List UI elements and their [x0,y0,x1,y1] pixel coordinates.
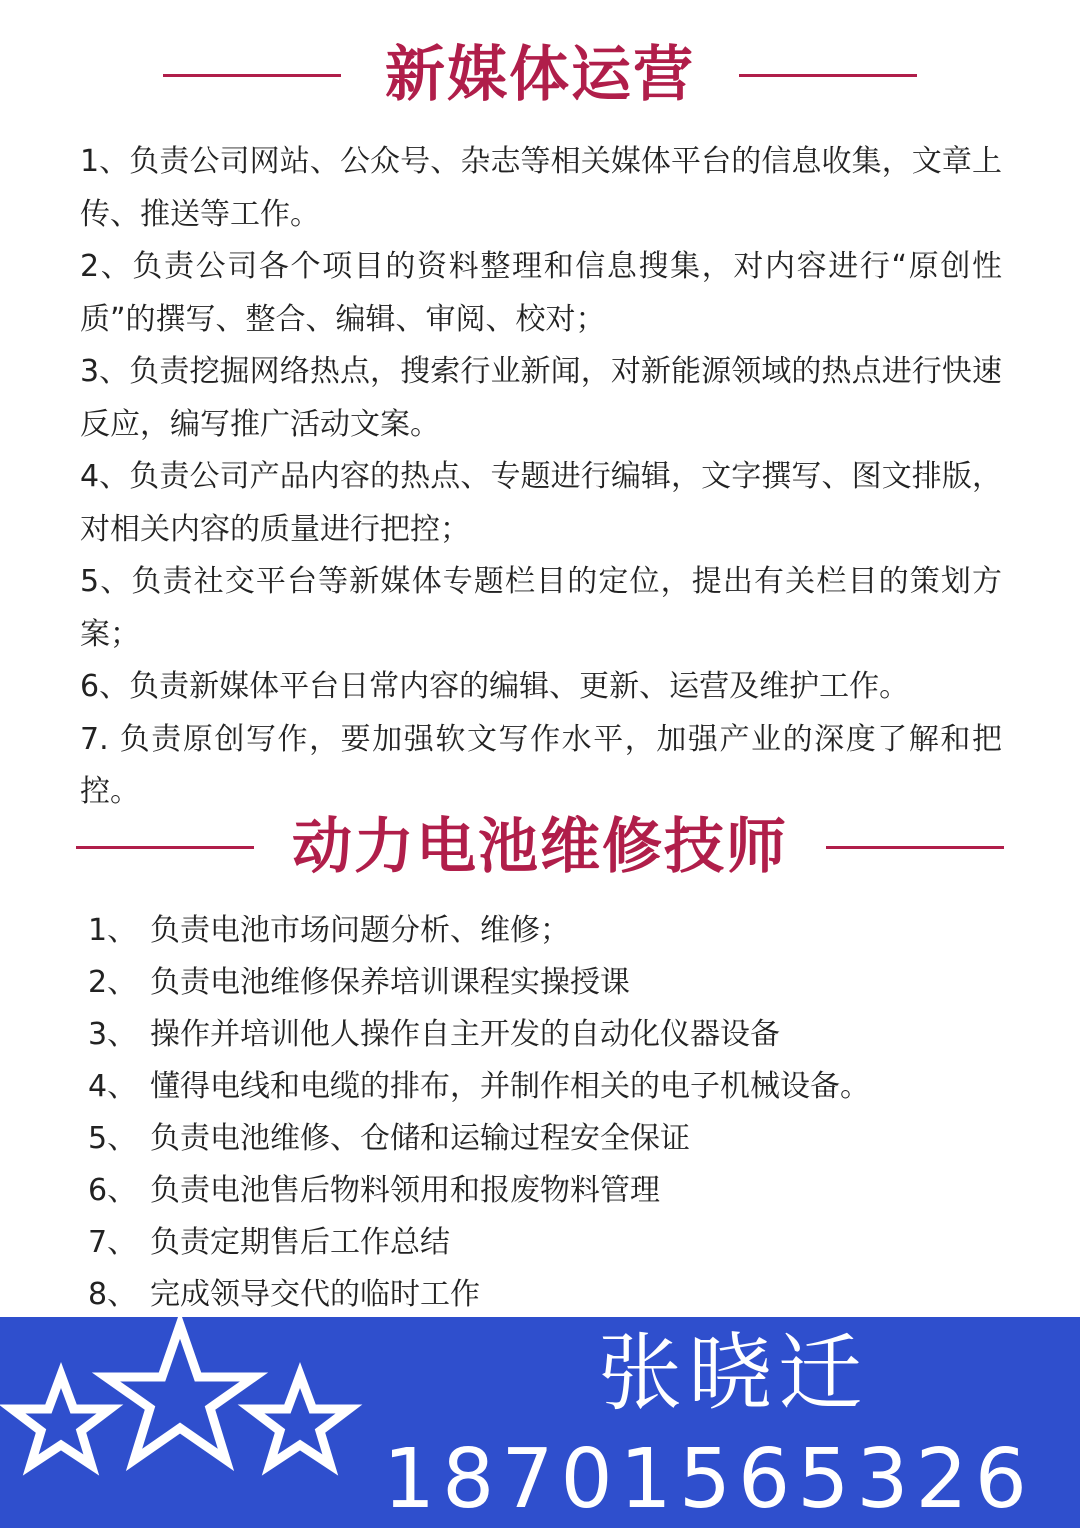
item-text: 负责电池维修、仓储和运输过程安全保证 [150,1121,690,1156]
section-title-battery-technician: 动力电池维修技师 [292,812,788,882]
list-item [88,1009,870,1061]
item-text: 负责电池市场问题分析、维修； [150,913,570,948]
heading-rule-right [826,846,1004,849]
contact-footer [0,1317,1080,1528]
list-item: 1、负责公司网站、公众号、杂志等相关媒体平台的信息收集，文章上传、推送等工作。 [80,144,1002,232]
list-item: 4、负责公司产品内容的热点、专题进行编辑，文字撰写、图文排版，对相关内容的质量进行把控； [80,459,1002,547]
battery-technician-duties [88,905,870,1321]
item-number: 5、 [88,1121,138,1156]
item-number: 7、 [88,1225,138,1260]
heading-rule-left [163,74,341,77]
list-item: 6、负责新媒体平台日常内容的编辑、更新、运营及维护工作。 [80,669,910,704]
contact-name: 张晓迁 [598,1324,869,1422]
list-item [88,905,870,957]
section-title-new-media: 新媒体运营 [385,40,695,110]
list-item: 2、负责公司各个项目的资料整理和信息搜集，对内容进行“原创性质”的撰写、整合、编辑、审阅、校对； [80,249,1002,337]
item-text: 负责定期售后工作总结 [150,1225,450,1260]
list-item [88,1269,870,1321]
heading-rule-right [739,74,917,77]
item-number: 4、 [88,1069,138,1104]
item-text: 负责电池维修保养培训课程实操授课 [150,965,630,1000]
item-number: 8、 [88,1277,138,1312]
new-media-duties [80,136,1002,819]
item-number: 6、 [88,1173,138,1208]
heading-rule-left [76,846,254,849]
list-item [88,1165,870,1217]
list-item: 5、负责社交平台等新媒体专题栏目的定位，提出有关栏目的策划方案； [80,564,1002,652]
item-text: 懂得电线和电缆的排布，并制作相关的电子机械设备。 [150,1069,870,1104]
item-text: 完成领导交代的临时工作 [150,1277,480,1312]
star-outline-icon [12,1375,110,1465]
stars-decoration [0,1317,380,1528]
item-text: 操作并培训他人操作自主开发的自动化仪器设备 [150,1017,780,1052]
item-number: 3、 [88,1017,138,1052]
list-item [88,1113,870,1165]
list-item: 7. 负责原创写作，要加强软文写作水平，加强产业的深度了解和把控。 [80,721,1002,809]
item-text: 负责电池售后物料领用和报废物料管理 [150,1173,660,1208]
item-number: 2、 [88,965,138,1000]
section-heading-new-media [0,40,1080,110]
section-heading-battery-technician [0,812,1080,882]
list-item [88,957,870,1009]
list-item: 3、负责挖掘网络热点，搜索行业新闻，对新能源领域的热点进行快速反应，编写推广活动文案。 [80,354,1002,442]
star-outline-icon [251,1375,349,1465]
star-outline-icon [106,1325,254,1460]
list-item [88,1217,870,1269]
item-number: 1、 [88,913,138,948]
list-item [88,1061,870,1113]
contact-phone: 18701565326 [383,1432,1034,1527]
